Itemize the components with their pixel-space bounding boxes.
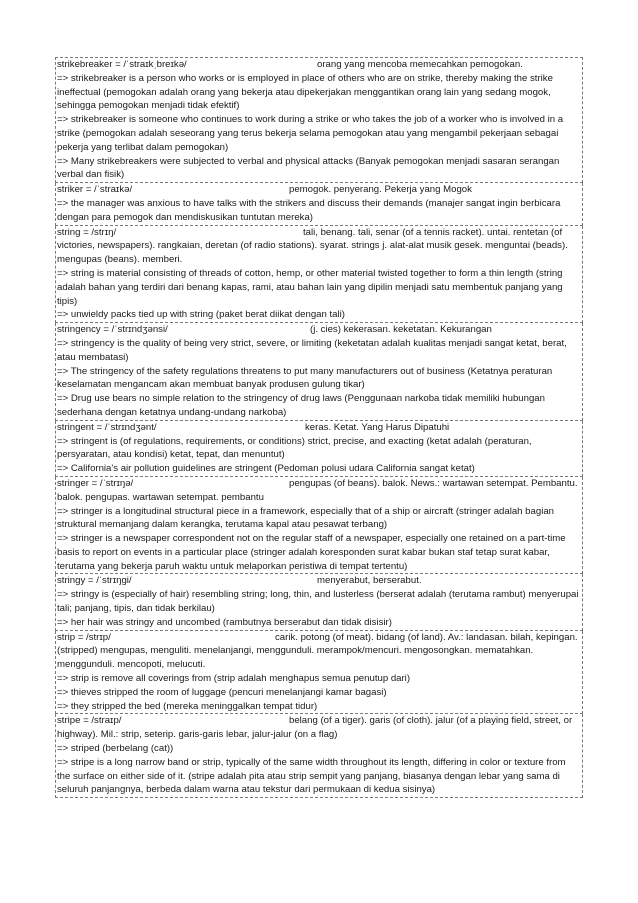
entry-headline <box>57 631 581 672</box>
example-line: => strikebreaker is someone who continues to work during a strike or who takes the job of a worker who is involved in a strike (pemogokan adalah seseorang yang terus bekerja selama pemogokan atau yang mengambil pekerjaan sebagai pekerja yang terlibat dalam pemogokan) <box>57 114 566 153</box>
definition: menyerabut, berserabut. <box>317 575 422 587</box>
example-line: => stringy is (especially of hair) resembling string; long, thin, and lusterless (berserat adalah (terutama rambut) menyerupai tali; panjang, tipis, dan tidak berkilau) <box>57 589 582 615</box>
entry-headline <box>57 58 581 72</box>
example-line: => they stripped the bed (mereka meninggalkan tempat tidur) <box>57 700 318 712</box>
example-line: => The stringency of the safety regulations threatens to put many manufacturers out of business (Ketatnya peraturan keselamatan mengancam akan membuat banyak produsen gulung tikar) <box>57 365 555 391</box>
example-line: => string is material consisting of threads of cotton, hemp, or other material twisted together to form a thin length (string adalah bahan yang terdiri dari benang kapas, rami, atau bahan lain yang dipilin menjadi satu membentuk panjang yang tipis) <box>57 267 566 307</box>
headword: striker = /ˈstraɪkə/ <box>57 184 133 196</box>
dictionary-entry <box>55 183 583 225</box>
example-line: => her hair was stringy and uncombed (rambutnya berserabut dan tidak disisir) <box>57 616 392 628</box>
definition: (j. cies) kekerasan. keketatan. Kekurangan <box>310 324 492 336</box>
headword: strikebreaker = /ˈstraɪkˌbreɪkə/ <box>57 59 187 70</box>
example-line: => California's air pollution guidelines are stringent (Pedoman polusi udara California sangat ketat) <box>57 463 475 475</box>
headword: stringent = /ˈstrɪndʒənt/ <box>57 421 157 433</box>
example-line: => stringer is a newspaper correspondent not on the regular staff of a newspaper, especially one retained on a part-time basis to report on events in a particular place (stringer adalah koresponden surat kabar bukan staf tetap surat kabar, terutama yang bekerja paruh waktu untuk melaporkan peristiwa di tempat tertentu) <box>57 533 569 572</box>
example-line: => thieves stripped the room of luggage (pencuri menelanjangi kamar bagasi) <box>57 686 387 698</box>
dictionary-entry <box>55 714 583 798</box>
definition: pemogok. penyerang. Pekerja yang Mogok <box>289 184 472 196</box>
example-line: => striped (berbelang (cat)) <box>57 743 174 755</box>
entry-headline <box>57 421 581 435</box>
example-line: => the manager was anxious to have talks with the strikers and discuss their demands (manajer sangat ingin berbicara dengan para pemogok dan mendiskusikan tuntutan mereka) <box>57 197 564 223</box>
definition: tali, benang. tali, senar (of a tennis racket). untai. rentetan (of victories, newspapers). rangkaian, deretan (of radio stations). syarat. strings j. alat-alat musik gesek. menguntai (beads). mengupas (beans). memberi. <box>57 226 568 266</box>
entry-headline <box>57 574 581 588</box>
dictionary-entry <box>55 57 583 183</box>
definition: belang (of a tiger). garis (of cloth). jalur (of a playing field, street, or highway). Mil.: strip, seterip. garis-garis lebar, jalur-jalur (on a flag) <box>57 715 573 741</box>
example-line: => strikebreaker is a person who works or is employed in place of others who are on strike, thereby making the strike ineffectual (pemogokan adalah orang yang bekerja atau dipekerjakan menggantikan orang lain yang sedang mogok, sehingga pemogokan menjadi tidak efektif) <box>57 72 556 112</box>
dictionary-entry <box>55 323 583 421</box>
entry-headline <box>57 226 581 267</box>
example-line: => stripe is a long narrow band or strip, typically of the same width throughout its length, differing in color or texture from the surface on either side of it. (stripe adalah pita atau strip sempit yang panjang, biasanya dengan lebar yang sama di seluruh panjangnya, berbeda dalam warna atau tekstur dari permukaan di kedua sisinya) <box>57 756 569 796</box>
entry-headline <box>57 477 581 505</box>
example-line: => Many strikebreakers were subjected to verbal and physical attacks (Banyak pemogokan menjadi sasaran serangan verbal dan fisik) <box>57 155 563 181</box>
example-line: => stringent is (of regulations, requirements, or conditions) strict, precise, and exacting (ketat adalah (peraturan, persyaratan, atau kondisi) ketat, tepat, dan menuntut) <box>57 435 535 461</box>
dictionary-entry <box>55 226 583 324</box>
definition: keras. Ketat. Yang Harus Dipatuhi <box>305 421 450 433</box>
headword: stringer = /ˈstrɪŋə/ <box>57 477 134 489</box>
example-line: => Drug use bears no simple relation to the stringency of drug laws (Penggunaan narkoba tidak memiliki hubungan sederhana dengan ketatnya undang-undang narkoba) <box>57 393 548 418</box>
example-line: => stringer is a longitudinal structural piece in a framework, especially that of a ship or aircraft (stringer adalah bagian struktural memanjang dalam kerangka, terutama kapal atau pesawat terbang) <box>57 505 557 531</box>
dictionary-entry <box>55 574 583 630</box>
entry-headline <box>57 183 581 197</box>
dictionary-entry <box>55 421 583 477</box>
definition: pengupas (of beans). balok. News.: wartawan setempat. Pembantu. balok. pengupas. wartawan setempat. pembantu <box>57 477 578 503</box>
definition: orang yang mencoba memecahkan pemogokan. <box>317 59 523 70</box>
entry-headline <box>57 323 581 337</box>
definition: carik. potong (of meat). bidang (of land). Av.: landasan. bilah, kepingan. (stripped) mengupas, menguliti. menelanjangi, menggunduli. merampok/mencuri. mengosongkan. mematahkan. menggunduli. mencopoti, melucuti. <box>57 631 578 671</box>
example-line: => unwieldy packs tied up with string (paket berat diikat dengan tali) <box>57 309 345 321</box>
entry-headline <box>57 714 581 742</box>
headword: stringy = /ˈstrɪŋgi/ <box>57 575 132 587</box>
example-line: => strip is remove all coverings from (strip adalah menghapus semua penutup dari) <box>57 673 411 685</box>
headword: string = /strɪŋ/ <box>57 226 117 238</box>
dictionary-entry <box>55 477 583 575</box>
headword: strip = /strɪp/ <box>57 631 111 643</box>
dictionary-entry <box>55 631 583 715</box>
example-line: => stringency is the quality of being very strict, severe, or limiting (keketatan adalah kualitas menjadi sangat ketat, berat, atau membatasi) <box>57 337 570 363</box>
headword: stripe = /straɪp/ <box>57 715 122 727</box>
dictionary-page <box>55 57 583 798</box>
headword: stringency = /ˈstrɪndʒənsi/ <box>57 324 168 336</box>
